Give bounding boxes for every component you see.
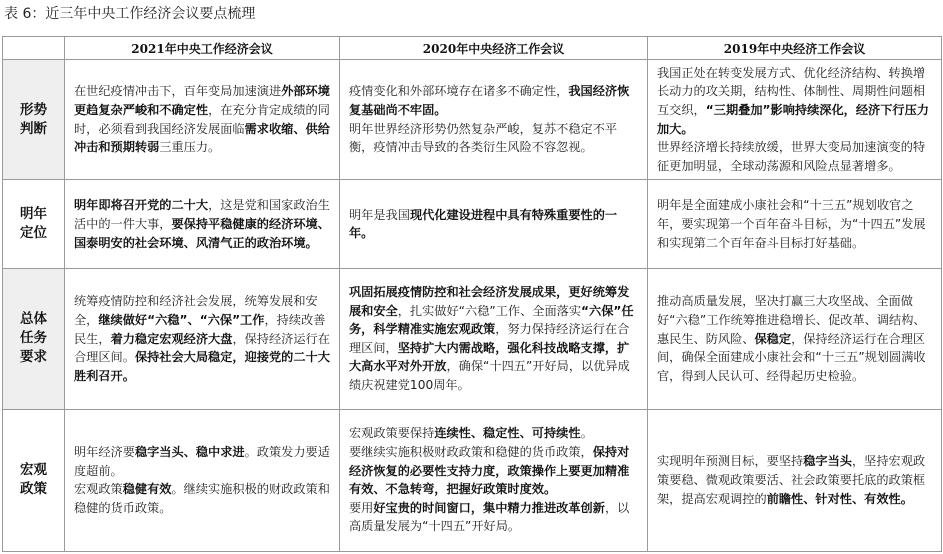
cell-paragraph: [349, 120, 640, 157]
row-label-line: 明年: [20, 206, 47, 223]
cell-paragraph: [349, 206, 640, 243]
body-text: ，在充分肯定成绩的同时，必须看到我国经济发展面临: [74, 103, 330, 136]
cell-situation-2019: [648, 60, 942, 180]
row-label-line: 任务: [20, 330, 47, 347]
column-header-2019: 2019年中央经济工作会议: [648, 37, 942, 60]
cell-paragraph: [74, 82, 332, 156]
body-text: 宏观政策: [74, 482, 123, 497]
body-text: ，这是党和国家政治生活中的一件大事，: [74, 198, 330, 231]
row-label-positioning: [3, 180, 65, 269]
emphasized-text: 需求收缩、供给冲击和预期转弱: [74, 121, 330, 155]
emphasized-text: 稳健有效: [122, 482, 172, 497]
body-text: 。: [580, 426, 593, 441]
body-text: 统筹疫情防控和经济社会发展，统筹发展和安全，: [74, 294, 318, 327]
emphasized-text: 外部环境更趋复杂严峻和不确定性: [74, 84, 330, 118]
body-text: 宏观政策要保持: [349, 426, 435, 441]
cell-situation-2020: [340, 60, 648, 180]
body-text: ，保持经济运行在合理区间。: [74, 331, 330, 365]
emphasized-text: 前瞻性、针对性、有效性。: [766, 491, 913, 506]
emphasized-text: 保持社会大局稳定，迎接党的二十大胜利召开。: [74, 350, 330, 383]
cell-tasks-2019: [648, 269, 942, 409]
body-text: 世界经济增长持续放缓，世界大变局加速演变的特征更加明显，全球动荡源和风险点显著增多。: [657, 140, 926, 173]
emphasized-text: 明年即将召开党的二十大: [74, 198, 209, 213]
body-text: 要用: [349, 500, 374, 515]
body-text: 明年经济要: [74, 445, 135, 460]
table-caption: 表 6：近三年中央工作经济会议要点梳理: [4, 6, 256, 22]
body-text: ，努力保持经济运行在合理区间，: [349, 322, 630, 355]
body-text: ，坚持宏观政策要稳、微观政策要活、社会政策要托底的政策框架，提高宏观调控的: [657, 454, 926, 506]
cell-positioning-2020: [340, 180, 648, 269]
cell-paragraph: [74, 480, 332, 517]
cell-paragraph: [349, 424, 640, 443]
cell-tasks-2020: [340, 269, 648, 409]
cell-paragraph: [657, 138, 934, 175]
body-text: ，以高质量发展为“十四五”开好局。: [349, 500, 630, 534]
body-text: 明年世界经济形势仍然复杂严峻，复苏不稳定不平衡，疫情冲击导致的各类衍生风险不容忽视。: [349, 121, 618, 155]
cell-positioning-2021: [65, 180, 340, 269]
header-row: [3, 37, 942, 60]
body-text: 在世纪疫情冲击下，百年变局加速演进: [74, 84, 282, 99]
row-label-situation: [3, 60, 65, 180]
cell-paragraph: [657, 196, 934, 252]
emphasized-text: 要保持平稳健康的经济环境、国泰明安的社会环境、风清气正的政治环境。: [74, 216, 330, 250]
body-text: 疫情变化和外部环境存在诸多不确定性，: [349, 84, 569, 99]
row-label-line: 要求: [20, 349, 47, 366]
cell-positioning-2019: [648, 180, 942, 269]
row-label-line: 政策: [20, 481, 47, 498]
emphasized-text: 保稳定: [754, 331, 792, 346]
emphasized-text: 巩固拓展疫情防控和社会经济发展成果，更好统筹发展和安全: [349, 285, 630, 318]
emphasized-text: 现代化建设进程中具有特殊重要性的一年。: [349, 207, 618, 241]
cell-paragraph: [349, 82, 640, 119]
emphasized-text: 稳字当头: [803, 454, 852, 469]
cell-paragraph: [349, 443, 640, 499]
row-label-line: 判断: [20, 120, 47, 137]
emphasized-text: 坚持扩大内需战略，强化科技战略支撑，扩大高水平对外开放: [349, 340, 630, 374]
cell-paragraph: [349, 499, 640, 536]
body-text: 三重压力。: [159, 140, 221, 155]
cell-policy-2021: [65, 409, 340, 552]
emphasized-text: 保持对经济恢复的必要性支持力度，政策操作上要更加精准有效、不急转弯，把握好政策时度效。: [349, 445, 630, 497]
emphasized-text: “三期叠加”影响持续深化，经济下行压力加大。: [657, 103, 929, 136]
body-text: 明年是我国: [349, 207, 410, 222]
row-label-overall-tasks: [3, 269, 65, 409]
row-label-line: 定位: [20, 225, 47, 242]
row-label-line: 宏观: [20, 462, 47, 479]
body-text: ，持续改善民生，: [74, 312, 326, 346]
row-label-line: 形势: [20, 101, 47, 118]
body-text: 推动高质量发展，坚决打赢三大攻坚战、全面做好“六稳”工作统筹推进稳增长、促改革、调结构、惠民生、防风险、: [657, 294, 926, 346]
emphasized-text: 好宝贵的时间窗口，集中精力推进改革创新: [373, 500, 605, 515]
cell-paragraph: [74, 443, 332, 480]
emphasized-text: 连续性、稳定性、可持续性: [434, 426, 581, 441]
cell-paragraph: [657, 64, 934, 138]
cell-paragraph: [657, 452, 934, 508]
cell-paragraph: [657, 292, 934, 385]
cell-situation-2021: [65, 60, 340, 180]
row-situation-judgment: [3, 60, 942, 180]
row-label-line: 总体: [20, 311, 47, 328]
body-text: 要继续实施积极财政政策和稳健的货币政策，: [349, 445, 593, 460]
cell-paragraph: [349, 283, 640, 395]
policy-summary-table: [2, 36, 942, 552]
cell-policy-2019: [648, 409, 942, 552]
row-overall-tasks: [3, 269, 942, 409]
emphasized-text: 稳字当头、稳中求进: [134, 445, 245, 460]
body-text: ，确保“十四五”开好局，以优异成绩庆祝建党100周年。: [349, 359, 630, 392]
cell-policy-2020: [340, 409, 648, 552]
cell-paragraph: [74, 196, 332, 252]
body-text: 我国正处在转变发展方式、优化经济结构、转换增长动力的攻关期，结构性、体制性、周期性问题相互交织，: [657, 65, 926, 118]
row-macro-policy: [3, 409, 942, 552]
row-next-year-positioning: [3, 180, 942, 269]
body-text: ，保持经济运行在合理区间，确保全面建成小康社会和“十三五”规划圆满收官，得到人民认可、经得起历史检验。: [657, 331, 926, 383]
corner-header-cell: [3, 37, 65, 60]
body-text: 实现明年预测目标，要坚持: [657, 454, 804, 469]
emphasized-text: “六保”任务，科学精准实施宏观政策: [349, 303, 634, 337]
column-header-2021: 2021年中央工作经济会议: [65, 37, 340, 60]
emphasized-text: 着力稳定宏观经济大盘: [110, 331, 233, 346]
cell-tasks-2021: [65, 269, 340, 409]
body-text: ，扎实做好“六稳”工作、全面落实: [397, 303, 582, 318]
body-text: 明年是全面建成小康社会和“十三五”规划收官之年，要实现第一个百年奋斗目标，为“十四五”发展和实现第二个百年奋斗目标打好基础。: [657, 198, 926, 250]
body-text: 。政策发力要适度超前。: [74, 445, 330, 478]
column-header-2020: 2020年中央经济工作会议: [340, 37, 648, 60]
cell-paragraph: [74, 292, 332, 385]
row-label-macro-policy: [3, 409, 65, 552]
body-text: 。继续实施积极的财政政策和稳健的货币政策。: [74, 482, 330, 515]
emphasized-text: 我国经济恢复基础尚不牢固。: [349, 84, 630, 118]
emphasized-text: 继续做好“六稳”、“六保”工作: [98, 312, 265, 327]
